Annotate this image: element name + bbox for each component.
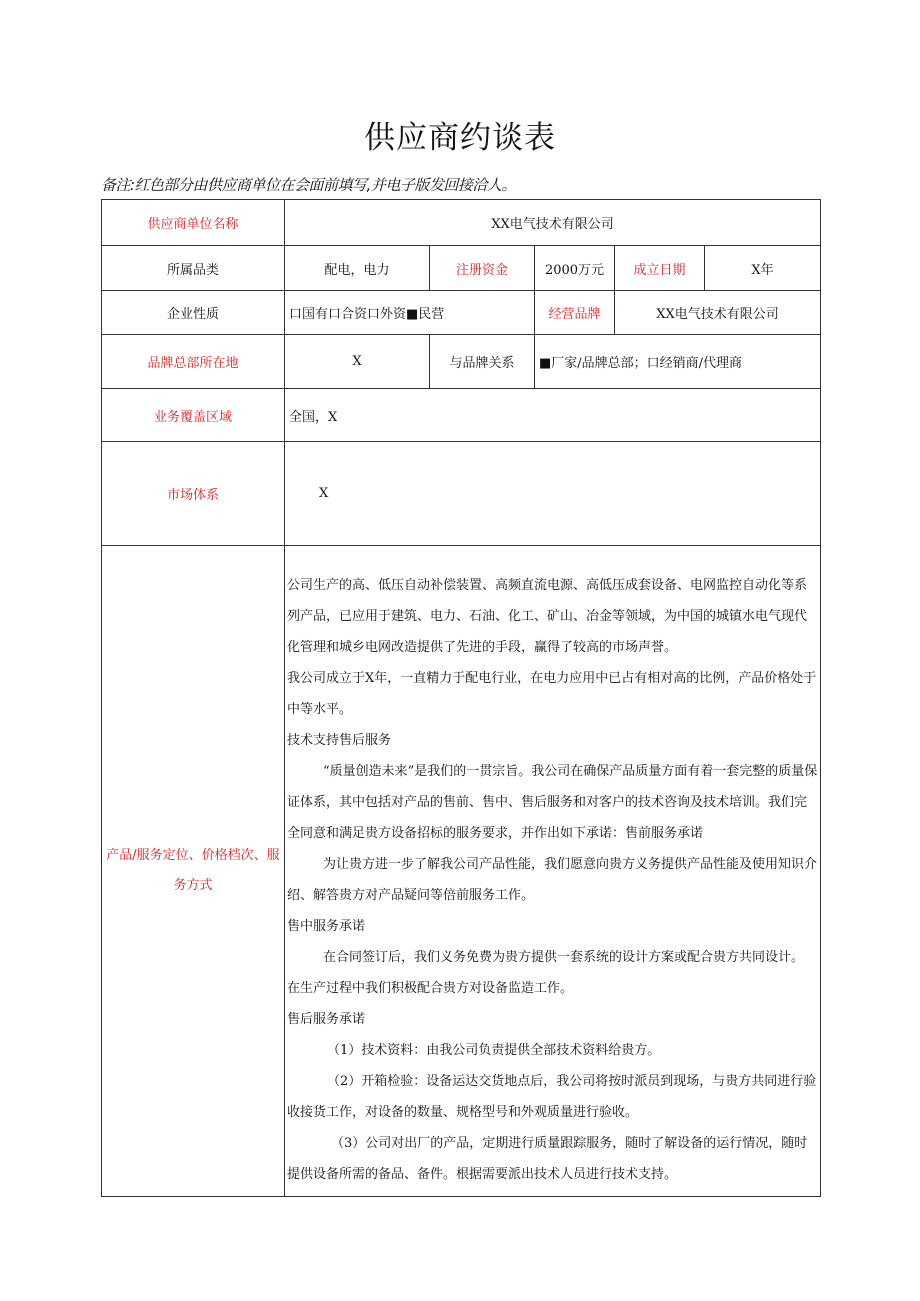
product-paragraph: 在生产过程中我们积极配合贵方对设备监造工作。 bbox=[287, 981, 574, 996]
relation-value[interactable]: ■厂家/品牌总部；口经销商/代理商 bbox=[535, 335, 821, 389]
row-product bbox=[102, 546, 821, 1197]
product-description[interactable] bbox=[285, 546, 821, 1197]
supplier-name-label: 供应商单位名称 bbox=[102, 200, 285, 246]
category-label: 所属品类 bbox=[102, 246, 285, 291]
form-note: 备注:红色部分由供应商单位在会面前填写,并电子版发回接洽人。 bbox=[101, 176, 516, 194]
hq-value[interactable]: X bbox=[285, 335, 430, 389]
row-category bbox=[102, 246, 821, 291]
market-value[interactable]: X bbox=[285, 442, 821, 546]
nature-label: 企业性质 bbox=[102, 291, 285, 335]
hq-label: 品牌总部所在地 bbox=[102, 335, 285, 389]
product-paragraph: 为让贵方进一步了解我公司产品性能，我们愿意向贵方义务提供产品性能及使用知识介绍、解答贵方对产品疑问等倍前服务工作。 bbox=[287, 857, 818, 903]
row-hq bbox=[102, 335, 821, 389]
product-label: 产品/服务定位、价格档次、服务方式 bbox=[102, 546, 285, 1197]
product-paragraph: （3）公司对出厂的产品，定期进行质量跟踪服务，随时了解设备的运行情况，随时提供设备所需的备品、备件。根据需要派出技术人员进行技术支持。 bbox=[287, 1136, 808, 1182]
product-paragraph: 技术支持售后服务 bbox=[287, 733, 392, 748]
row-supplier-name bbox=[102, 200, 821, 246]
category-value[interactable]: 配电，电力 bbox=[285, 246, 430, 291]
product-paragraph: 在合同签订后，我们义务免费为贵方提供一套系统的设计方案或配合贵方共同设计。 bbox=[323, 950, 805, 965]
product-paragraph: 售中服务承诺 bbox=[287, 919, 366, 934]
brand-value[interactable]: XX电气技术有限公司 bbox=[615, 291, 821, 335]
product-paragraph: （2）开箱检验：设备运达交货地点后，我公司将按时派员到现场，与贵方共同进行验收接货工作，对设备的数量、规格型号和外观质量进行验收。 bbox=[287, 1074, 817, 1120]
row-nature bbox=[102, 291, 821, 335]
page-title: 供应商约谈表 bbox=[364, 120, 556, 156]
product-paragraph: 售后服务承诺 bbox=[287, 1012, 366, 1027]
relation-label: 与品牌关系 bbox=[430, 335, 535, 389]
row-market bbox=[102, 442, 821, 546]
reg-capital-label: 注册资金 bbox=[430, 246, 535, 291]
brand-label: 经营品牌 bbox=[535, 291, 615, 335]
reg-capital-value[interactable]: 2000万元 bbox=[535, 246, 615, 291]
row-coverage bbox=[102, 389, 821, 442]
supplier-name-value[interactable]: XX电气技术有限公司 bbox=[285, 200, 821, 246]
founded-date-label: 成立日期 bbox=[615, 246, 705, 291]
supplier-interview-form bbox=[101, 199, 821, 1197]
product-paragraph: 我公司成立于X年，一直精力于配电行业，在电力应用中已占有相对高的比例，产品价格处于中等水平。 bbox=[287, 671, 817, 717]
coverage-value[interactable]: 全国，X bbox=[285, 389, 821, 442]
nature-value[interactable]: 口国有口合资口外资■民营 bbox=[285, 291, 535, 335]
coverage-label: 业务覆盖区域 bbox=[102, 389, 285, 442]
founded-date-value[interactable]: X年 bbox=[705, 246, 821, 291]
market-label: 市场体系 bbox=[102, 442, 285, 546]
product-paragraph: 公司生产的高、低压自动补偿装置、高频直流电源、高低压成套设备、电网监控自动化等系列产品，已应用于建筑、电力、石油、化工、矿山、冶金等领域，为中国的城镇水电气现代化管理和城乡电网改造提供了先进的手段，赢得了较高的市场声誉。 bbox=[287, 578, 808, 655]
product-paragraph: “质量创造未来”是我们的一贯宗旨。我公司在确保产品质量方面有着一套完整的质量保证体系，其中包括对产品的售前、售中、售后服务和对客户的技术咨询及技术培训。我们完全同意和满足贵方设备招标的服务要求，并作出如下承诺：售前服务承诺 bbox=[287, 764, 818, 841]
product-paragraph: （1）技术资料：由我公司负责提供全部技术资料给贵方。 bbox=[327, 1043, 661, 1058]
